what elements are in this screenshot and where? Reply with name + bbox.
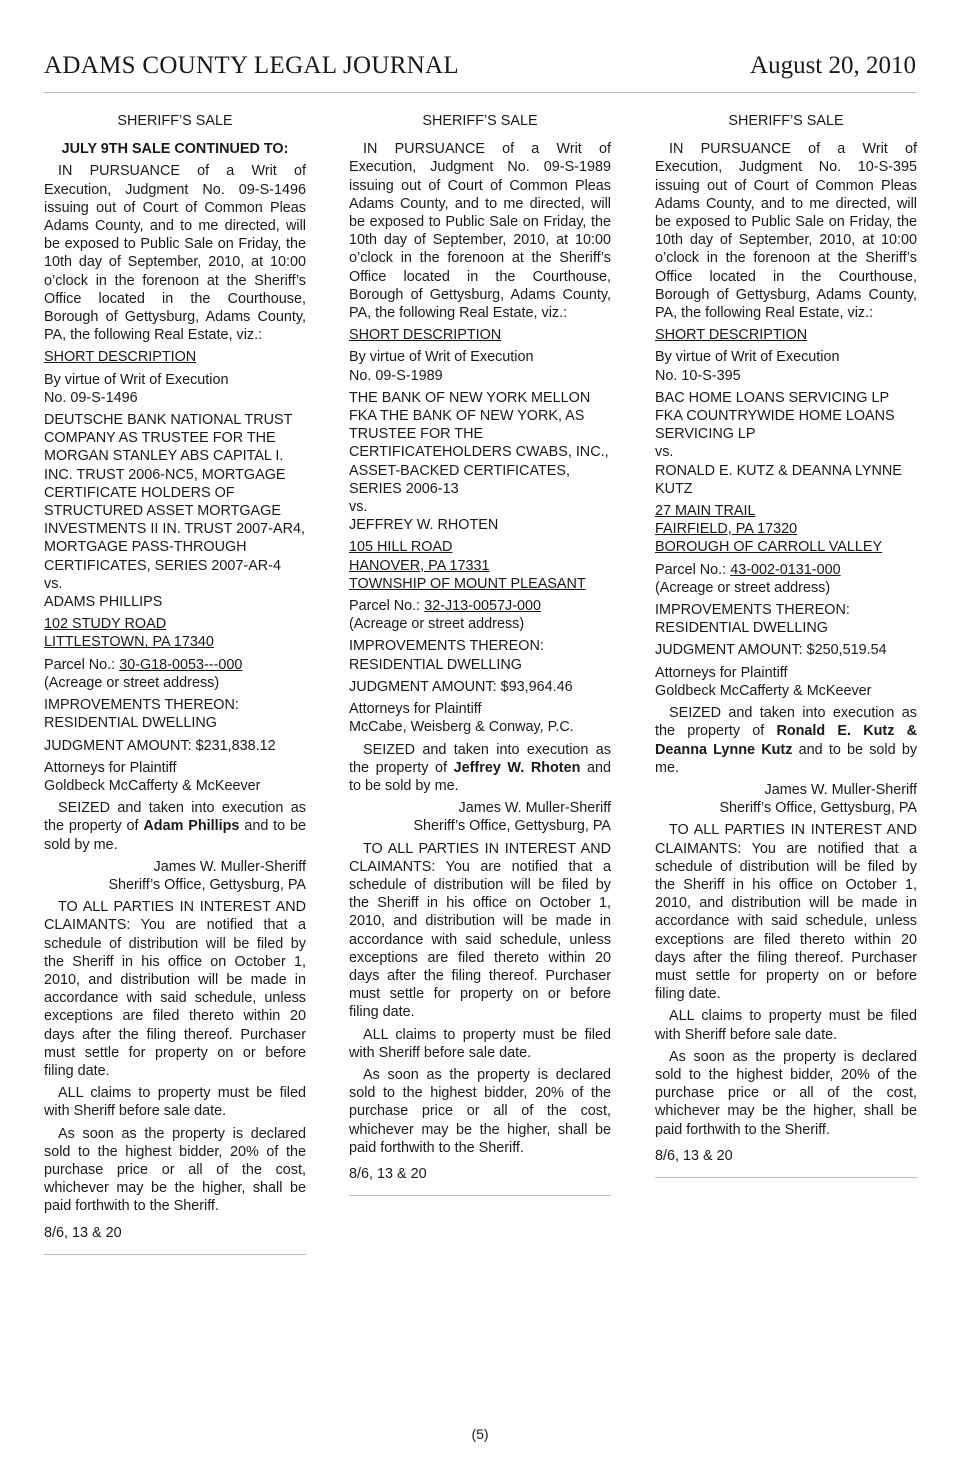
short-description-heading: SHORT DESCRIPTION — [655, 327, 808, 344]
distribution-notice: TO ALL PARTIES IN INTEREST AND CLAIMANTS: You are notified that a schedule of distribution will be filed by the Sheriff in his office on October 1, 2010, and distribution will be made in accordance with said schedule, unless exceptions are filed thereto within 20 days after the filing thereof. Purchaser must settle for property on or before filing date. — [349, 840, 611, 1021]
short-description-heading: SHORT DESCRIPTION — [44, 349, 197, 366]
bidder-notice: As soon as the property is declared sold to the highest bidder, 20% of the purchase price or all of the cost, whichever may be the higher, shall be paid forthwith to the Sheriff. — [655, 1048, 917, 1138]
column-divider — [349, 1195, 611, 1196]
publication-dates: 8/6, 13 & 20 — [349, 1165, 427, 1182]
short-description-heading: SHORT DESCRIPTION — [349, 327, 502, 344]
acreage-note: (Acreage or street address) — [349, 616, 525, 633]
dwelling-type: RESIDENTIAL DWELLING — [349, 656, 522, 673]
sheriff-signature: James W. Muller-Sheriff — [764, 781, 917, 798]
publication-dates: 8/6, 13 & 20 — [655, 1147, 733, 1164]
distribution-notice: TO ALL PARTIES IN INTEREST AND CLAIMANTS: You are notified that a schedule of distribution will be filed by the Sheriff in his office on October 1, 2010, and distribution will be made in accordance with said schedule, unless exceptions are filed thereto within 20 days after the filing thereof. Purchaser must settle for property on or before filing date. — [44, 899, 306, 1079]
address-line-1: 102 STUDY ROAD — [44, 616, 167, 633]
plaintiff: BAC HOME LOANS SERVICING LP FKA COUNTRYWIDE HOME LOANS SERVICING LP — [655, 389, 895, 443]
attorneys-label: Attorneys for Plaintiff — [44, 759, 177, 776]
notice-column-2 — [349, 112, 611, 1196]
parcel-number: 32-J13-0057J-000 — [424, 598, 541, 615]
parcel-label: Parcel No.: — [655, 561, 727, 578]
section-title: SHERIFF’S SALE — [117, 113, 233, 129]
column-divider — [44, 1254, 306, 1255]
writ-line: By virtue of Writ of Execution — [44, 371, 229, 388]
writ-number: No. 09-S-1989 — [349, 367, 443, 384]
sheriff-office: Sheriff’s Office, Gettysburg, PA — [108, 876, 306, 893]
address-line-1: 27 MAIN TRAIL — [655, 503, 756, 520]
dwelling-type: RESIDENTIAL DWELLING — [655, 620, 828, 637]
attorneys-name: Goldbeck McCafferty & McKeever — [655, 682, 872, 699]
section-title: SHERIFF’S SALE — [422, 113, 538, 129]
parcel-label: Parcel No.: — [349, 598, 421, 615]
page-number: (5) — [471, 1426, 489, 1442]
address-line-2: LITTLESTOWN, PA 17340 — [44, 634, 214, 651]
improvements-label: IMPROVEMENTS THEREON: — [655, 602, 850, 619]
sheriff-office: Sheriff’s Office, Gettysburg, PA — [719, 800, 917, 817]
parcel-number: 30-G18-0053---000 — [119, 656, 243, 673]
intro-paragraph: IN PURSUANCE of a Writ of Execution, Judgment No. 09-S-1496 issuing out of Court of Common Pleas Adams County, and to me directed, will be exposed to Public Sale on Friday, the 10th day of September, 2010, at 10:00 o’clock in the forenoon at the Sheriff’s Office located in the Courthouse, Borough of Gettysburg, Adams County, PA, the following Real Estate, viz.: — [44, 163, 306, 344]
parcel-number: 43-002-0131-000 — [730, 561, 841, 578]
acreage-note: (Acreage or street address) — [655, 579, 831, 596]
attorneys-name: McCabe, Weisberg & Conway, P.C. — [349, 719, 574, 736]
address-line-1: 105 HILL ROAD — [349, 539, 453, 556]
defendant: JEFFREY W. RHOTEN — [349, 517, 499, 534]
judgment-amount: JUDGMENT AMOUNT: $250,519.54 — [655, 642, 887, 659]
judgment-amount: JUDGMENT AMOUNT: $231,838.12 — [44, 737, 276, 754]
section-subhead: JULY 9TH SALE CONTINUED TO: — [61, 141, 289, 158]
versus: vs. — [655, 444, 674, 461]
address-line-2: FAIRFIELD, PA 17320 — [655, 521, 798, 538]
acreage-note: (Acreage or street address) — [44, 674, 220, 691]
dwelling-type: RESIDENTIAL DWELLING — [44, 715, 217, 732]
issue-date: August 20, 2010 — [750, 52, 916, 79]
sheriff-office: Sheriff’s Office, Gettysburg, PA — [413, 818, 611, 835]
attorneys-label: Attorneys for Plaintiff — [655, 664, 788, 681]
defendant: ADAMS PHILLIPS — [44, 594, 163, 611]
seized-paragraph: SEIZED and taken into execution as the property of Jeffrey W. Rhoten and to be sold by me. — [349, 741, 612, 794]
seized-owner: Jeffrey W. Rhoten — [453, 759, 581, 776]
journal-title: ADAMS COUNTY LEGAL JOURNAL — [44, 52, 459, 79]
parcel-label: Parcel No.: — [44, 656, 116, 673]
address-line-2: HANOVER, PA 17331 — [349, 557, 490, 574]
writ-number: No. 10-S-395 — [655, 367, 741, 384]
claims-notice: ALL claims to property must be filed with Sheriff before sale date. — [44, 1085, 306, 1120]
distribution-notice: TO ALL PARTIES IN INTEREST AND CLAIMANTS: You are notified that a schedule of distribution will be filed by the Sheriff in his office on October 1, 2010, and distribution will be made in accordance with said schedule, unless exceptions are filed thereto within 20 days after the filing thereof. Purchaser must settle for property on or before filing date. — [655, 822, 917, 1003]
writ-number: No. 09-S-1496 — [44, 389, 138, 406]
claims-notice: ALL claims to property must be filed with Sheriff before sale date. — [349, 1026, 611, 1061]
versus: vs. — [44, 575, 63, 592]
sheriff-signature: James W. Muller-Sheriff — [153, 858, 306, 875]
bidder-notice: As soon as the property is declared sold to the highest bidder, 20% of the purchase price or all of the cost, whichever may be the higher, shall be paid forthwith to the Sheriff. — [349, 1066, 611, 1156]
address-line-3: TOWNSHIP OF MOUNT PLEASANT — [349, 575, 586, 592]
sheriff-signature: James W. Muller-Sheriff — [458, 800, 611, 817]
address-line-3: BOROUGH OF CARROLL VALLEY — [655, 539, 883, 556]
notice-column-3 — [655, 112, 917, 1178]
section-title: SHERIFF’S SALE — [728, 113, 844, 129]
improvements-label: IMPROVEMENTS THEREON: — [44, 697, 239, 714]
judgment-amount: JUDGMENT AMOUNT: $93,964.46 — [349, 678, 573, 695]
claims-notice: ALL claims to property must be filed with Sheriff before sale date. — [655, 1008, 917, 1043]
notice-column-1 — [44, 112, 306, 1255]
improvements-label: IMPROVEMENTS THEREON: — [349, 638, 544, 655]
attorneys-label: Attorneys for Plaintiff — [349, 701, 482, 718]
seized-paragraph: SEIZED and taken into execution as the property of Ronald E. Kutz & Deanna Lynne Kutz and to be sold by me. — [655, 705, 918, 776]
plaintiff: THE BANK OF NEW YORK MELLON FKA THE BANK OF NEW YORK, AS TRUSTEE FOR THE CERTIFICATEHOLDERS CWABS, INC., ASSET-BACKED CERTIFICATES, SERIES 2006-13 — [349, 389, 609, 497]
journal-header — [44, 52, 916, 93]
defendant: RONALD E. KUTZ & DEANNA LYNNE KUTZ — [655, 462, 902, 497]
seized-owner: Ronald E. Kutz & Deanna Lynne Kutz — [655, 723, 918, 758]
bidder-notice: As soon as the property is declared sold to the highest bidder, 20% of the purchase price or all of the cost, whichever may be the higher, shall be paid forthwith to the Sheriff. — [44, 1125, 306, 1215]
seized-paragraph: SEIZED and taken into execution as the property of Adam Phillips and to be sold by me. — [44, 800, 307, 853]
column-divider — [655, 1177, 917, 1178]
publication-dates: 8/6, 13 & 20 — [44, 1224, 122, 1241]
versus: vs. — [349, 499, 368, 516]
plaintiff: DEUTSCHE BANK NATIONAL TRUST COMPANY AS TRUSTEE FOR THE MORGAN STANLEY ABS CAPITAL I. INC. TRUST 2006-NC5, MORTGAGE CERTIFICATE HOLDERS OF STRUCTURED ASSET MORTGAGE INVESTMENTS II IN. TRUST 2007-AR4, MORTGAGE PASS-THROUGH CERTIFICATES, SERIES 2007-AR-4 — [44, 412, 305, 574]
intro-paragraph: IN PURSUANCE of a Writ of Execution, Judgment No. 10-S-395 issuing out of Court of Common Pleas Adams County, and to me directed, will be exposed to Public Sale on Friday, the 10th day of September, 2010, at 10:00 o’clock in the forenoon at the Sheriff’s Office located in the Courthouse, Borough of Gettysburg, Adams County, PA, the following Real Estate, viz.: — [655, 141, 917, 322]
writ-line: By virtue of Writ of Execution — [655, 349, 840, 366]
attorneys-name: Goldbeck McCafferty & McKeever — [44, 777, 261, 794]
writ-line: By virtue of Writ of Execution — [349, 349, 534, 366]
seized-owner: Adam Phillips — [143, 818, 240, 835]
intro-paragraph: IN PURSUANCE of a Writ of Execution, Judgment No. 09-S-1989 issuing out of Court of Common Pleas Adams County, and to me directed, will be exposed to Public Sale on Friday, the 10th day of September, 2010, at 10:00 o’clock in the forenoon at the Sheriff’s Office located in the Courthouse, Borough of Gettysburg, Adams County, PA, the following Real Estate, viz.: — [349, 141, 611, 322]
